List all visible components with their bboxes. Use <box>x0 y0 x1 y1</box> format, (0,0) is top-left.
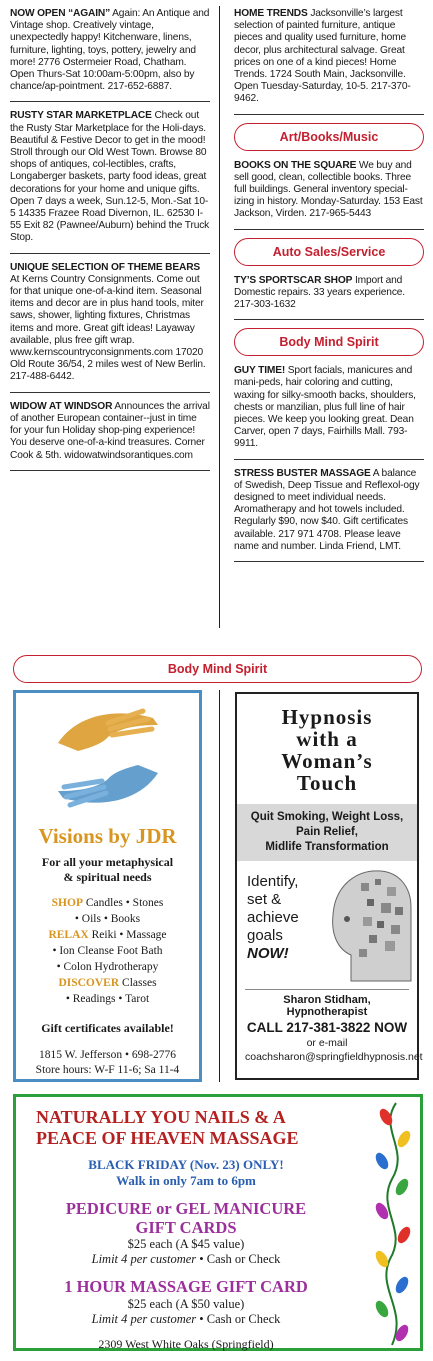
listing-heading: RUSTY STAR MARKETPLACE <box>10 110 152 122</box>
pedicure-limit <box>16 1252 356 1267</box>
nails-title-line: PEACE OF HEAVEN MASSAGE <box>36 1128 299 1148</box>
listing-body: Again: An Antique and Vintage shop. Creatively vintage, unexpectedly happy! Kitchenware, linens, furniture, lighting, toys, pottery, jewelry and more! 2776 Ostermeier Road, Chatham. Open Thurs-Sat 10:00am-5:00pm, also by chance/ap-pointment. 217-652-6887. <box>10 8 210 93</box>
black-friday-line: BLACK FRIDAY (Nov. 23) ONLY! <box>88 1157 284 1172</box>
listing-body: Import and Domestic repairs. 33 years experience. 217-303-1632 <box>234 274 405 311</box>
jdr-keyword: RELAX <box>48 929 89 941</box>
jdr-service-text: Candles • Stones <box>82 897 164 909</box>
goal-line: NOW! <box>247 945 289 962</box>
pedicure-price: $25 each (A $45 value) <box>127 1237 245 1251</box>
listing-guy-time <box>234 365 424 459</box>
goal-line: set & <box>247 891 282 908</box>
payment-text: • Cash or Check <box>196 1252 281 1266</box>
hypnosis-goals-text <box>247 873 327 963</box>
listing-body: Sport facials, manicures and mani-peds, hair coloring and cutting, waxing for silky-smooth backs, shoulders, chests or manzilian, plus full line of hair pieces. We keep you looking great. Dean Carver, open 7 days, Fairhills Mall. 793-9911. <box>234 365 416 450</box>
listing-rusty-star <box>10 110 210 253</box>
nails-title-line: NATURALLY YOU NAILS & A <box>36 1107 286 1127</box>
jdr-service-line: • Ion Cleanse Foot Bath <box>52 945 163 957</box>
jdr-subtitle-line: For all your metaphysical <box>41 855 174 869</box>
jdr-service-text: Reiki • Massage <box>88 929 167 941</box>
right-column <box>234 8 424 570</box>
listing-heading: UNIQUE SELECTION OF THEME BEARS <box>10 261 201 273</box>
listing-heading: GUY TIME! <box>234 365 286 377</box>
black-friday-notice <box>16 1157 356 1189</box>
jdr-services-list <box>16 895 199 1007</box>
listing-body: Check out the Rusty Star Marketplace for the Holi-days. Beautiful & Festive Decor to get in the mood! Stroll through our Old West Town. Browse 80 shops of antiques, col-lectibles, crafts, Longaberger baskets, party food ideas, great decorations for your home and unique gifts. Open 7 days a week, Sun.12-5, Mon.-Sat 10-5 14335 Frazee Road Divernon, IL. 62530 I-55 Exit 82 (Pawnee/Auburn) behind the Truck Stop. <box>10 110 210 244</box>
hypnosis-title-line: Touch <box>296 771 358 795</box>
jdr-keyword: DISCOVER <box>58 977 120 989</box>
jdr-subtitle <box>16 855 199 885</box>
column-divider <box>219 6 220 628</box>
massage-offer: 1 HOUR MASSAGE GIFT CARD <box>64 1277 308 1296</box>
goal-line: goals <box>247 927 283 944</box>
jdr-hours-line: Store hours: W-F 11-6; Sa 11-4 <box>35 1064 180 1076</box>
listing-home-trends <box>234 8 424 115</box>
jdr-service-line <box>16 927 199 943</box>
hands-logo-icon <box>48 703 168 813</box>
listing-heading: NOW OPEN “AGAIN” <box>10 8 111 19</box>
hypnosis-service-line: Midlife Transformation <box>265 841 389 853</box>
ad-column-divider <box>219 690 220 1082</box>
listing-theme-bears <box>10 262 210 393</box>
massage-price: $25 each (A $50 value) <box>127 1297 245 1311</box>
hypnosis-title-line: Woman’s <box>281 749 373 773</box>
listing-stress-buster <box>234 468 424 562</box>
listing-body: At Kerns Country Consignments. Come out for that unique one-of-a-kind item. Seasonal items and decor are in plus hand tools, miter saws, shower, lighting fixtures, Christmas items and more. Great gift ideas! Layaway available, plus free gift wrap. www.kernscountryconsignments.com 17020 Old Route 36/54, 2 miles west of New Berlin. 217-488-6442. <box>10 273 206 383</box>
head-profile-icon <box>321 863 413 987</box>
nails-address: 2309 West White Oaks (Springfield) <box>98 1337 274 1351</box>
category-auto-sales-service: Auto Sales/Service <box>234 238 424 266</box>
limit-text: Limit 4 per customer <box>91 1252 197 1266</box>
visions-by-jdr-ad <box>13 690 202 1082</box>
hypnosis-ad <box>235 692 423 1080</box>
category-art-books-music: Art/Books/Music <box>234 123 424 151</box>
hypnosis-goals-area <box>237 861 417 989</box>
category-body-mind-spirit-wide: Body Mind Spirit <box>13 655 422 683</box>
hypnosis-service-line: Quit Smoking, Weight Loss, <box>250 811 404 823</box>
walk-in-line: Walk in only 7am to 6pm <box>116 1173 256 1188</box>
goal-line: Identify, <box>247 873 299 890</box>
christmas-lights-icon <box>368 1099 418 1349</box>
hypnosis-service-line: Pain Relief, <box>296 826 358 838</box>
jdr-service-text: Classes <box>119 977 157 989</box>
hypnosis-title-line: with a <box>296 727 358 751</box>
hypnosis-email: coachsharon@springfieldhypnosis.net <box>245 1051 423 1063</box>
jdr-keyword: SHOP <box>51 897 83 909</box>
hypnosis-phone: CALL 217-381-3822 NOW <box>246 1020 408 1035</box>
listing-now-open-again <box>10 8 210 102</box>
jdr-gift-certificates: Gift certificates available! <box>41 1021 174 1035</box>
listing-heading: WIDOW AT WINDSOR <box>10 400 113 412</box>
jdr-service-line: • Oils • Books <box>74 913 141 925</box>
hypnosis-or-email: or e-mail <box>306 1037 348 1049</box>
listing-body: Announces the arrival of another European container--just in time for your fun Holiday shop-ping experience! You deserve one-of-a-kind treasures. Corner Cook & 5th. widowatwindsorantiques.com <box>10 400 210 461</box>
listing-heading: HOME TRENDS <box>234 8 308 19</box>
jdr-service-line: • Colon Hydrotherapy <box>56 961 159 973</box>
gift-cards-line: GIFT CARDS <box>135 1218 237 1237</box>
left-column <box>10 8 210 479</box>
hypnosis-title <box>237 706 417 794</box>
jdr-address <box>16 1048 199 1078</box>
listing-heading: TY’S SPORTSCAR SHOP <box>234 274 353 286</box>
pedicure-line: PEDICURE or GEL MANICURE <box>65 1199 307 1218</box>
listing-body: Jacksonville’s largest selection of painted furniture, antique pieces and quality used furniture, home decor, plus architectural salvage. Great prices on one of a kind pieces! Home Trends. 1724 South Main, Jacksonville. Open Tuesday-Saturday, 10-5. 217-370-9462. <box>234 8 411 105</box>
jdr-address-line: 1815 W. Jefferson • 698-2776 <box>38 1049 176 1061</box>
listing-heading: BOOKS ON THE SQUARE <box>234 159 357 171</box>
listing-books-on-the-square <box>234 160 424 230</box>
payment-text: • Cash or Check <box>196 1312 281 1326</box>
naturally-you-nails-ad <box>13 1094 423 1351</box>
jdr-subtitle-line: & spiritual needs <box>63 870 152 884</box>
nails-title <box>36 1107 420 1149</box>
hypnosis-contact <box>245 989 423 1063</box>
hypnotherapist-name: Sharon Stidham, Hypnotherapist <box>283 994 371 1018</box>
jdr-service-line: • Readings • Tarot <box>65 993 150 1005</box>
hypnosis-title-line: Hypnosis <box>281 705 373 729</box>
listing-body: A balance of Swedish, Deep Tissue and Reflexol-ogy designed to meet individual needs. Aromatherapy and hot towels included. Regularly $90, now $40. Gift certificates available. 217 971 4708. Please leave name and number. Linda Friend, LMT. <box>234 467 420 552</box>
jdr-service-line <box>16 975 199 991</box>
massage-limit <box>16 1312 356 1327</box>
goal-line: achieve <box>247 909 299 926</box>
pedicure-offer <box>16 1199 356 1237</box>
listing-tys-sportscar <box>234 275 424 321</box>
jdr-service-line <box>16 895 199 911</box>
listing-body: We buy and sell good, clean, collectible books. Three full buildings. General inventory special-izing in history. Monday-Saturday. 153 East Jackson, Virden. 217-965-5443 <box>234 159 423 220</box>
listing-widow-at-windsor <box>10 401 210 471</box>
listing-heading: STRESS BUSTER MASSAGE <box>234 467 371 479</box>
category-body-mind-spirit: Body Mind Spirit <box>234 328 424 356</box>
limit-text: Limit 4 per customer <box>91 1312 197 1326</box>
hypnosis-services-band <box>237 804 417 861</box>
jdr-title: Visions by JDR <box>38 824 177 848</box>
